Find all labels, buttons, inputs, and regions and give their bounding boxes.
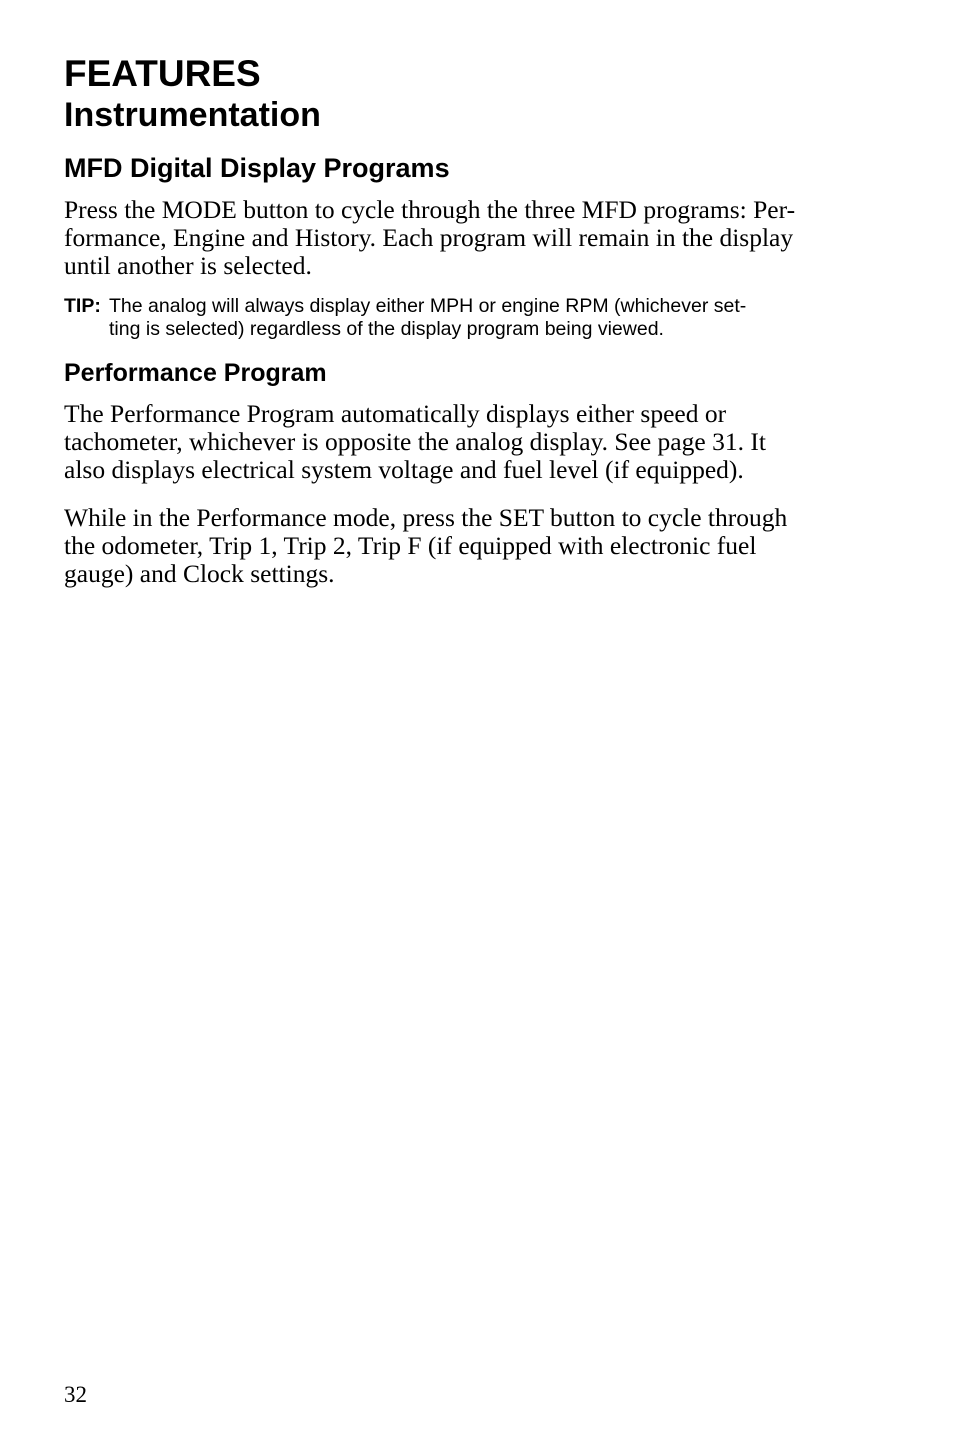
tip-label: TIP: xyxy=(64,295,101,317)
paragraph-line: tachometer, whichever is opposite the analog display. See page 31. It xyxy=(64,427,766,456)
paragraph-line: Press the MODE button to cycle through the three MFD programs: Per- xyxy=(64,195,796,224)
mfd-programs-heading: MFD Digital Display Programs xyxy=(64,153,450,183)
paragraph-line: While in the Performance mode, press the SET button to cycle through xyxy=(64,503,788,532)
paragraph-line: until another is selected. xyxy=(64,251,312,280)
paragraph-line: also displays electrical system voltage and fuel level (if equipped). xyxy=(64,455,744,484)
paragraph-line: formance, Engine and History. Each program will remain in the display xyxy=(64,223,794,252)
performance-program-heading: Performance Program xyxy=(64,359,327,387)
page-number: 32 xyxy=(64,1382,87,1407)
paragraph-line: the odometer, Trip 1, Trip 2, Trip F (if equipped with electronic fuel xyxy=(64,531,757,560)
section-title: FEATURES xyxy=(64,53,261,94)
tip-text-line: The analog will always display either MPH or engine RPM (whichever set- xyxy=(109,295,747,317)
subsection-title: Instrumentation xyxy=(64,96,321,134)
paragraph-line: gauge) and Clock settings. xyxy=(64,559,335,588)
tip-text-line: ting is selected) regardless of the display program being viewed. xyxy=(109,318,664,340)
paragraph-line: The Performance Program automatically displays either speed or xyxy=(64,399,727,428)
